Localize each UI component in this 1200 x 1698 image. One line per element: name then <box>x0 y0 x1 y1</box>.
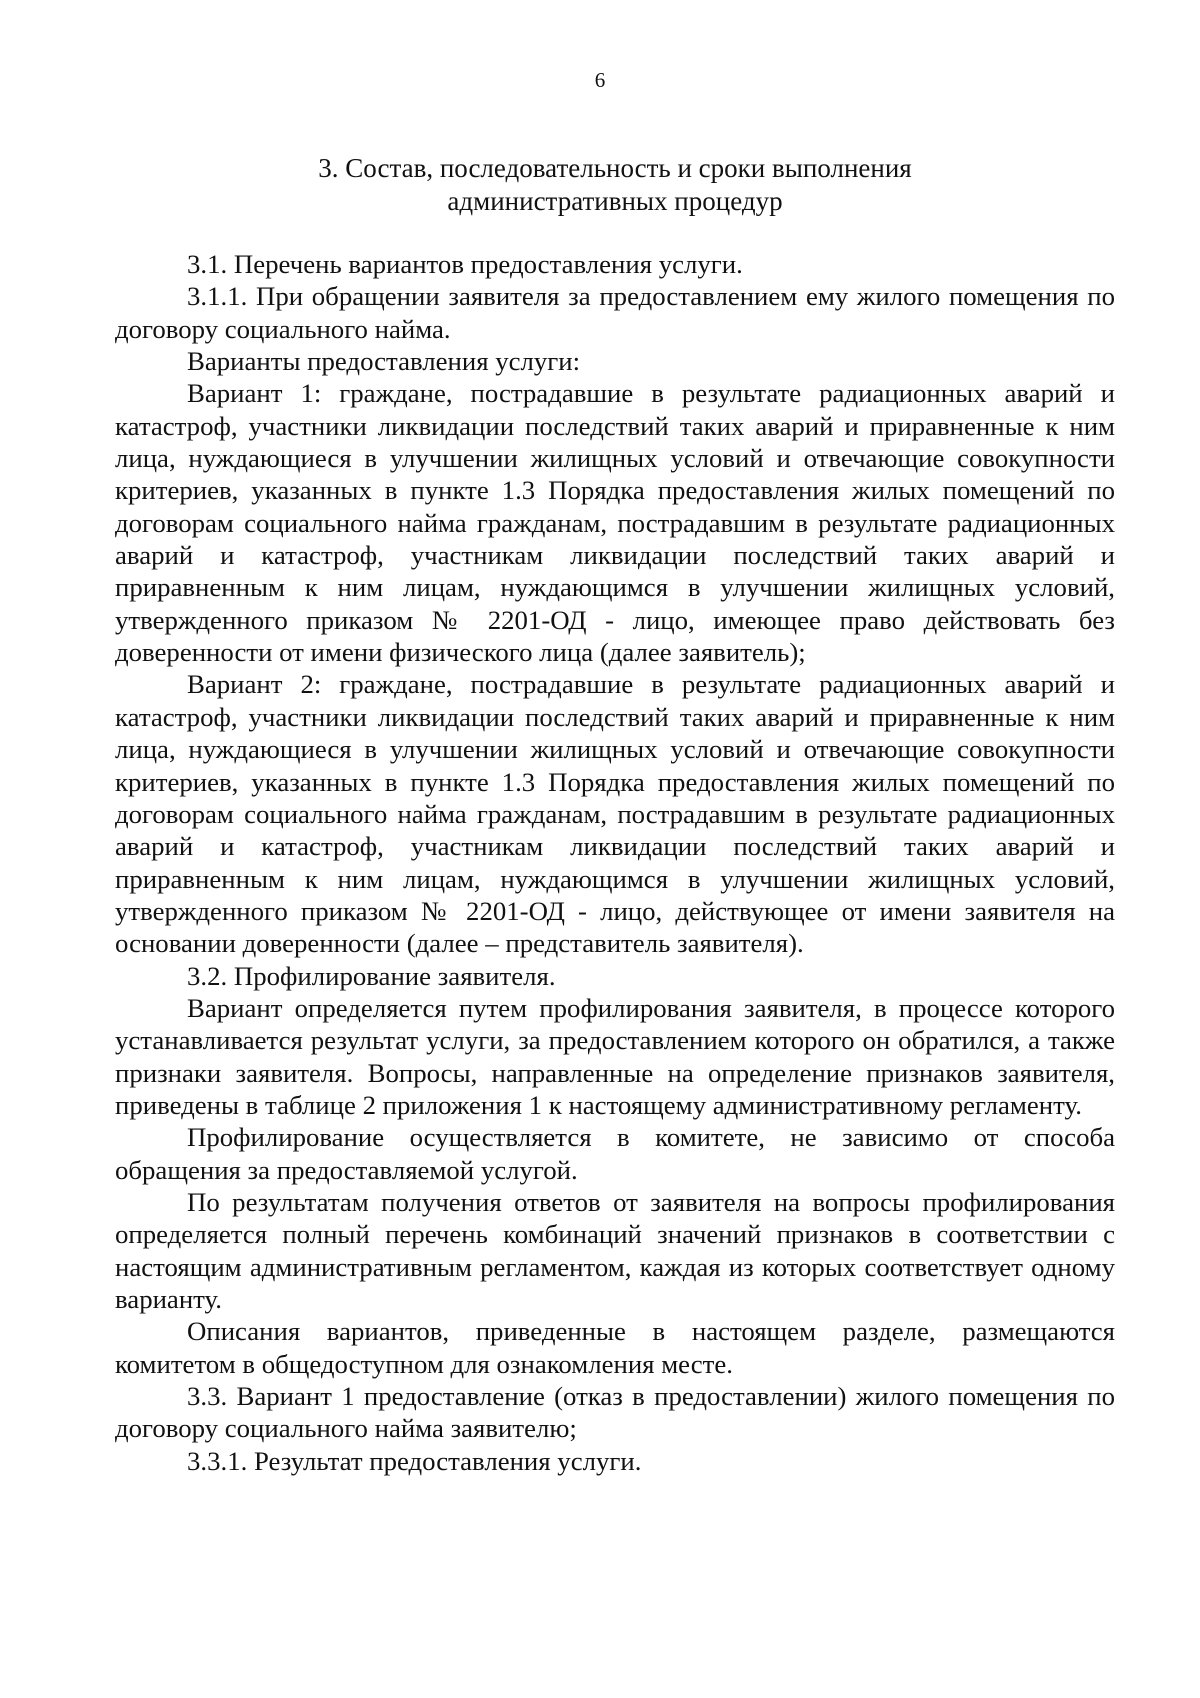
paragraph-variant-2: Вариант 2: граждане, пострадавшие в результате радиационных аварий и катастроф, участники ликвидации последствий таких аварий и приравненные к ним лица, нуждающиеся в улучшении жилищных условий и отвечающие совокупности критериев, указанных в пункте 1.3 Порядка предоставления жилых помещений по договорам социального найма гражданам, пострадавшим в результате радиационных аварий и катастроф, участникам ликвидации последствий таких аварий и приравненным к ним лицам, нуждающимся в улучшении жилищных условий, утвержденного приказом № 2201-ОД - лицо, действующее от имени заявителя на основании доверенности (далее – представитель заявителя). <box>115 669 1115 959</box>
paragraph-variant-1: Вариант 1: граждане, пострадавшие в результате радиационных аварий и катастроф, участники ликвидации последствий таких аварий и приравненные к ним лица, нуждающиеся в улучшении жилищных условий и отвечающие совокупности критериев, указанных в пункте 1.3 Порядка предоставления жилых помещений по договорам социального найма гражданам, пострадавшим в результате радиационных аварий и катастроф, участникам ликвидации последствий таких аварий и приравненным к ним лицам, нуждающимся в улучшении жилищных условий, утвержденного приказом № 2201-ОД - лицо, имеющее право действовать без доверенности от имени физического лица (далее заявитель); <box>115 378 1115 668</box>
paragraph-3-3: 3.3. Вариант 1 предоставление (отказ в предоставлении) жилого помещения по договору социального найма заявителю; <box>115 1381 1115 1444</box>
paragraph-profiling-results: По результатам получения ответов от заявителя на вопросы профилирования определяется полный перечень комбинаций значений признаков в соответствии с настоящим административным регламентом, каждая из которых соответствует одному варианту. <box>115 1186 1115 1314</box>
section-title-line-2: административных процедур <box>447 186 783 216</box>
paragraph-3-2: 3.2. Профилирование заявителя. <box>187 960 556 991</box>
paragraph-profiling-description: Вариант определяется путем профилирования заявителя, в процессе которого устанавливается результат услуги, за предоставлением которого он обратился, а также признаки заявителя. Вопросы, направленные на определение признаков заявителя, приведены в таблице 2 приложения 1 к настоящему административному регламенту. <box>115 992 1115 1120</box>
document-body <box>115 248 1115 1477</box>
page-number: 6 <box>594 68 606 92</box>
paragraph-variant-descriptions: Описания вариантов, приведенные в настоящем разделе, размещаются комитетом в общедоступном для ознакомления месте. <box>115 1316 1115 1379</box>
paragraph-3-3-1: 3.3.1. Результат предоставления услуги. <box>187 1445 642 1476</box>
section-title-line-1: 3. Состав, последовательность и сроки выполнения <box>318 153 912 183</box>
paragraph-variants-intro: Варианты предоставления услуги: <box>187 346 581 377</box>
paragraph-3-1-1: 3.1.1. При обращении заявителя за предоставлением ему жилого помещения по договору социального найма. <box>115 281 1115 344</box>
section-title <box>115 152 1115 218</box>
paragraph-3-1: 3.1. Перечень вариантов предоставления услуги. <box>187 249 743 279</box>
paragraph-profiling-location: Профилирование осуществляется в комитете, не зависимо от способа обращения за предоставляемой услугой. <box>115 1122 1115 1185</box>
